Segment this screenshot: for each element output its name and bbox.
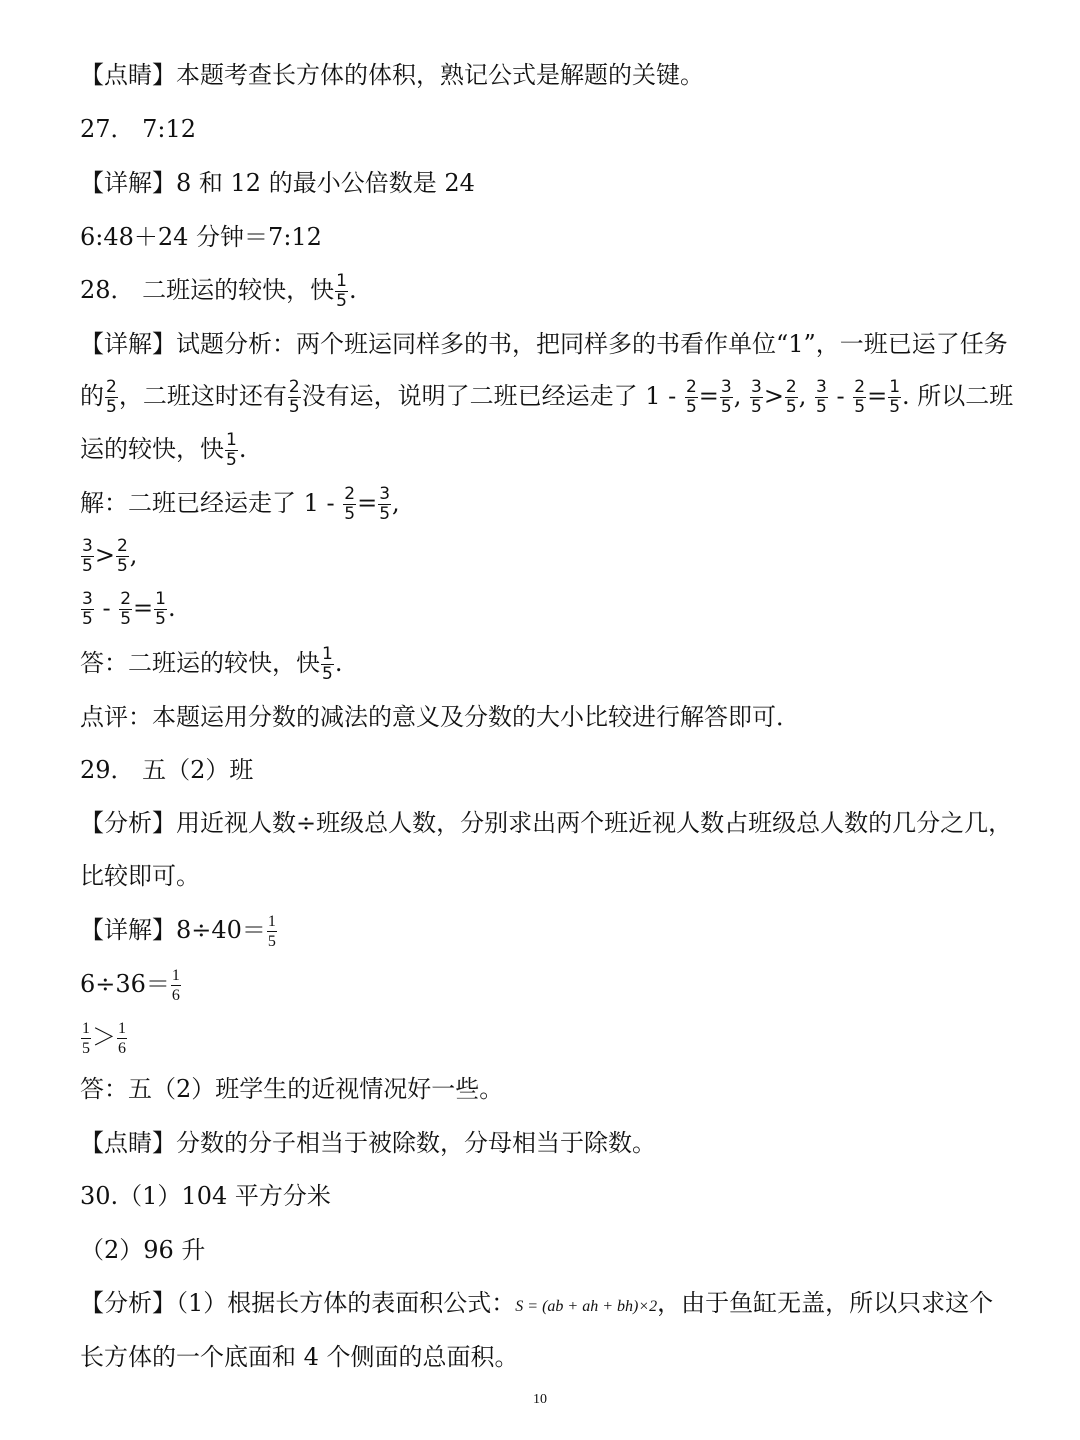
text-line bbox=[80, 1285, 993, 1325]
punct: . bbox=[334, 649, 343, 677]
text-line: 比较即可。 bbox=[80, 862, 200, 890]
fraction: $\frac{2}{5}$ bbox=[685, 377, 697, 417]
text-segment: 【分析】（1）根据长方体的表面积公式： bbox=[80, 1289, 516, 1317]
text-line: 【点睛】分数的分子相当于被除数，分母相当于除数。 bbox=[80, 1129, 656, 1157]
fraction: $\frac{2}{5}$ bbox=[344, 484, 356, 524]
fraction: $\frac{1}{5}$ bbox=[267, 913, 276, 950]
text-line bbox=[80, 431, 246, 470]
text-line: 【点睛】本题考查长方体的体积，熟记公式是解题的关键。 bbox=[80, 61, 704, 89]
text-line: 答：五（2）班学生的近视情况好一些。 bbox=[80, 1075, 504, 1103]
fraction: $\frac{1}{5}$ bbox=[155, 589, 166, 629]
text-line bbox=[80, 378, 1013, 417]
text-segment: ，由于鱼缸无盖，所以只求这个 bbox=[657, 1289, 994, 1317]
solution-line bbox=[80, 537, 137, 576]
text-line: 点评：本题运用分数的减法的意义及分数的大小比较进行解答即可． bbox=[80, 703, 800, 731]
solution-line bbox=[80, 485, 400, 524]
page-number: 10 bbox=[533, 1392, 547, 1407]
answer-29: 29． 五（2）班 bbox=[80, 756, 254, 784]
text-line: 【详解】8 和 12 的最小公倍数是 24 bbox=[80, 169, 475, 197]
symbol: > bbox=[94, 541, 115, 569]
punct: . bbox=[902, 382, 910, 410]
text-segment: 28． 二班运的较快，快 bbox=[80, 276, 335, 304]
fraction: $\frac{2}{5}$ bbox=[854, 377, 866, 417]
answer-28 bbox=[80, 272, 357, 311]
fraction: $\frac{1}{5}$ bbox=[322, 644, 333, 684]
fraction: $\frac{1}{6}$ bbox=[171, 967, 180, 1004]
symbol: = bbox=[133, 594, 154, 622]
text-line: 6:48＋24 分钟＝7:12 bbox=[80, 223, 322, 251]
text-line bbox=[80, 645, 342, 684]
fraction: $\frac{1}{5}$ bbox=[226, 430, 237, 470]
solution-line bbox=[80, 1019, 128, 1058]
answer-27: 27． 7:12 bbox=[80, 115, 197, 143]
punct: , bbox=[129, 541, 138, 569]
fraction: $\frac{3}{5}$ bbox=[816, 377, 827, 417]
punct: . bbox=[349, 276, 357, 304]
fraction: $\frac{3}{5}$ bbox=[82, 589, 93, 629]
fraction: $\frac{2}{5}$ bbox=[288, 377, 300, 417]
text-segment: 的 bbox=[80, 382, 104, 410]
fraction: $\frac{2}{5}$ bbox=[785, 377, 797, 417]
formula: S = (ab + ah + bh)×2 bbox=[515, 1298, 658, 1315]
fraction: $\frac{1}{5}$ bbox=[889, 377, 901, 417]
text-line: 【分析】用近视人数÷班级总人数，分别求出两个班近视人数占班级总人数的几分之几， bbox=[80, 809, 1013, 837]
fraction: $\frac{3}{5}$ bbox=[750, 377, 762, 417]
answer-30-2: （2）96 升 bbox=[80, 1236, 206, 1264]
symbol: - bbox=[102, 594, 111, 622]
punct: , bbox=[733, 382, 742, 410]
text-segment: ，二班这时还有 bbox=[118, 382, 287, 410]
punct: . bbox=[167, 594, 176, 622]
fraction: $\frac{2}{5}$ bbox=[120, 589, 132, 629]
fraction: $\frac{3}{5}$ bbox=[82, 536, 93, 576]
answer-30-1: 30.（1）104 平方分米 bbox=[80, 1182, 331, 1210]
symbol: > bbox=[763, 382, 784, 410]
text-segment: 6÷36＝ bbox=[80, 970, 170, 998]
punct: . bbox=[238, 435, 247, 463]
text-segment: 解：二班已经运走了 1 - bbox=[80, 489, 335, 517]
fraction: $\frac{1}{5}$ bbox=[82, 1020, 90, 1057]
text-line: 【详解】试题分析：两个班运同样多的书，把同样多的书看作单位“1”，一班已运了任务 bbox=[80, 330, 1008, 358]
text-segment: 答：二班运的较快，快 bbox=[80, 649, 320, 677]
fraction: $\frac{2}{5}$ bbox=[116, 536, 128, 576]
text-line: 长方体的一个底面和 4 个侧面的总面积。 bbox=[80, 1343, 519, 1371]
text-segment: 运的较快，快 bbox=[80, 435, 224, 463]
text-segment: 【详解】8÷40＝ bbox=[80, 916, 266, 944]
fraction: $\frac{2}{5}$ bbox=[106, 377, 117, 417]
symbol: = bbox=[698, 382, 719, 410]
solution-line bbox=[80, 590, 176, 629]
fraction: $\frac{3}{5}$ bbox=[379, 484, 391, 524]
solution-line bbox=[80, 912, 278, 951]
punct: , bbox=[392, 489, 400, 517]
fraction: $\frac{1}{5}$ bbox=[336, 271, 347, 311]
fraction: $\frac{1}{6}$ bbox=[118, 1020, 126, 1057]
fraction: $\frac{3}{5}$ bbox=[720, 377, 732, 417]
solution-line bbox=[80, 966, 182, 1005]
symbol: - bbox=[836, 382, 845, 410]
symbol: ＞ bbox=[92, 1023, 116, 1051]
symbol: = bbox=[357, 489, 378, 517]
symbol: = bbox=[867, 382, 888, 410]
punct: , bbox=[798, 382, 807, 410]
text-segment: 所以二班 bbox=[917, 382, 1014, 410]
text-segment: 没有运，说明了二班已经运走了 1 - bbox=[301, 382, 677, 410]
